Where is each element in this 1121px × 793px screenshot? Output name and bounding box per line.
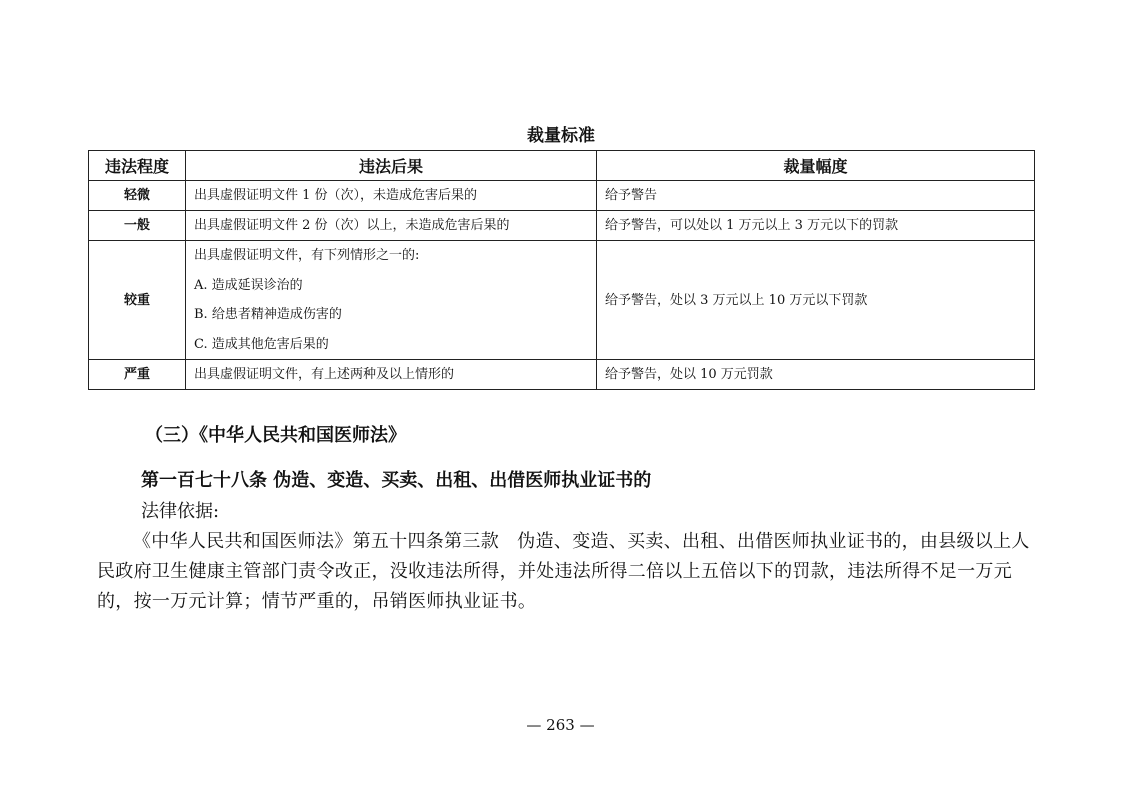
table-row-severe	[89, 360, 1035, 390]
legal-basis-label: 法律依据:	[141, 501, 220, 522]
header-penalty-range: 裁量幅度	[597, 151, 1035, 181]
consequence-line: A. 造成延误诊治的	[194, 277, 303, 293]
consequence-line: B. 给患者精神造成伤害的	[194, 307, 342, 322]
row-penalty: 给予警告	[597, 181, 1035, 211]
table-row-serious	[89, 241, 1035, 360]
row-penalty: 给予警告，处以 10 万元罚款	[597, 360, 1035, 390]
row-level: 轻微	[89, 181, 186, 211]
row-penalty: 给予警告，可以处以 1 万元以上 3 万元以下的罚款	[597, 211, 1035, 241]
row-penalty: 给予警告，处以 3 万元以上 10 万元以下罚款	[597, 241, 1035, 360]
section-heading: （三）《中华人民共和国医师法》	[145, 425, 406, 446]
row-consequence: 出具虚假证明文件 1 份（次），未造成危害后果的	[186, 181, 597, 211]
row-consequence: 出具虚假证明文件，有上述两种及以上情形的	[186, 360, 597, 390]
row-consequence-multiline	[186, 241, 597, 360]
row-level: 一般	[89, 211, 186, 241]
consequence-line: 出具虚假证明文件，有下列情形之一的:	[194, 248, 420, 263]
table-row-minor	[89, 181, 1035, 211]
table-row-general	[89, 211, 1035, 241]
legal-basis-paragraph: 《中华人民共和国医师法》第五十四条第三款 伪造、变造、买卖、出租、出借医师执业证书的，由县级以上人民政府卫生健康主管部门责令改正，没收违法所得，并处违法所得二倍以上五倍以下的罚款，违法所得不足一万元的，按一万元计算；情节严重的，吊销医师执业证书。	[97, 531, 1030, 612]
header-violation-degree: 违法程度	[89, 151, 186, 181]
header-violation-consequence: 违法后果	[186, 151, 597, 181]
discretion-standards-table	[88, 150, 1035, 390]
row-level: 较重	[89, 241, 186, 360]
article-title: 第一百七十八条 伪造、变造、买卖、出租、出借医师执业证书的	[141, 470, 652, 491]
row-consequence: 出具虚假证明文件 2 份（次）以上，未造成危害后果的	[186, 211, 597, 241]
table-title: 裁量标准	[527, 126, 595, 146]
table-header-row	[89, 151, 1035, 181]
row-level: 严重	[89, 360, 186, 390]
page-number: — 263 —	[526, 716, 595, 734]
consequence-line: C. 造成其他危害后果的	[194, 336, 329, 352]
